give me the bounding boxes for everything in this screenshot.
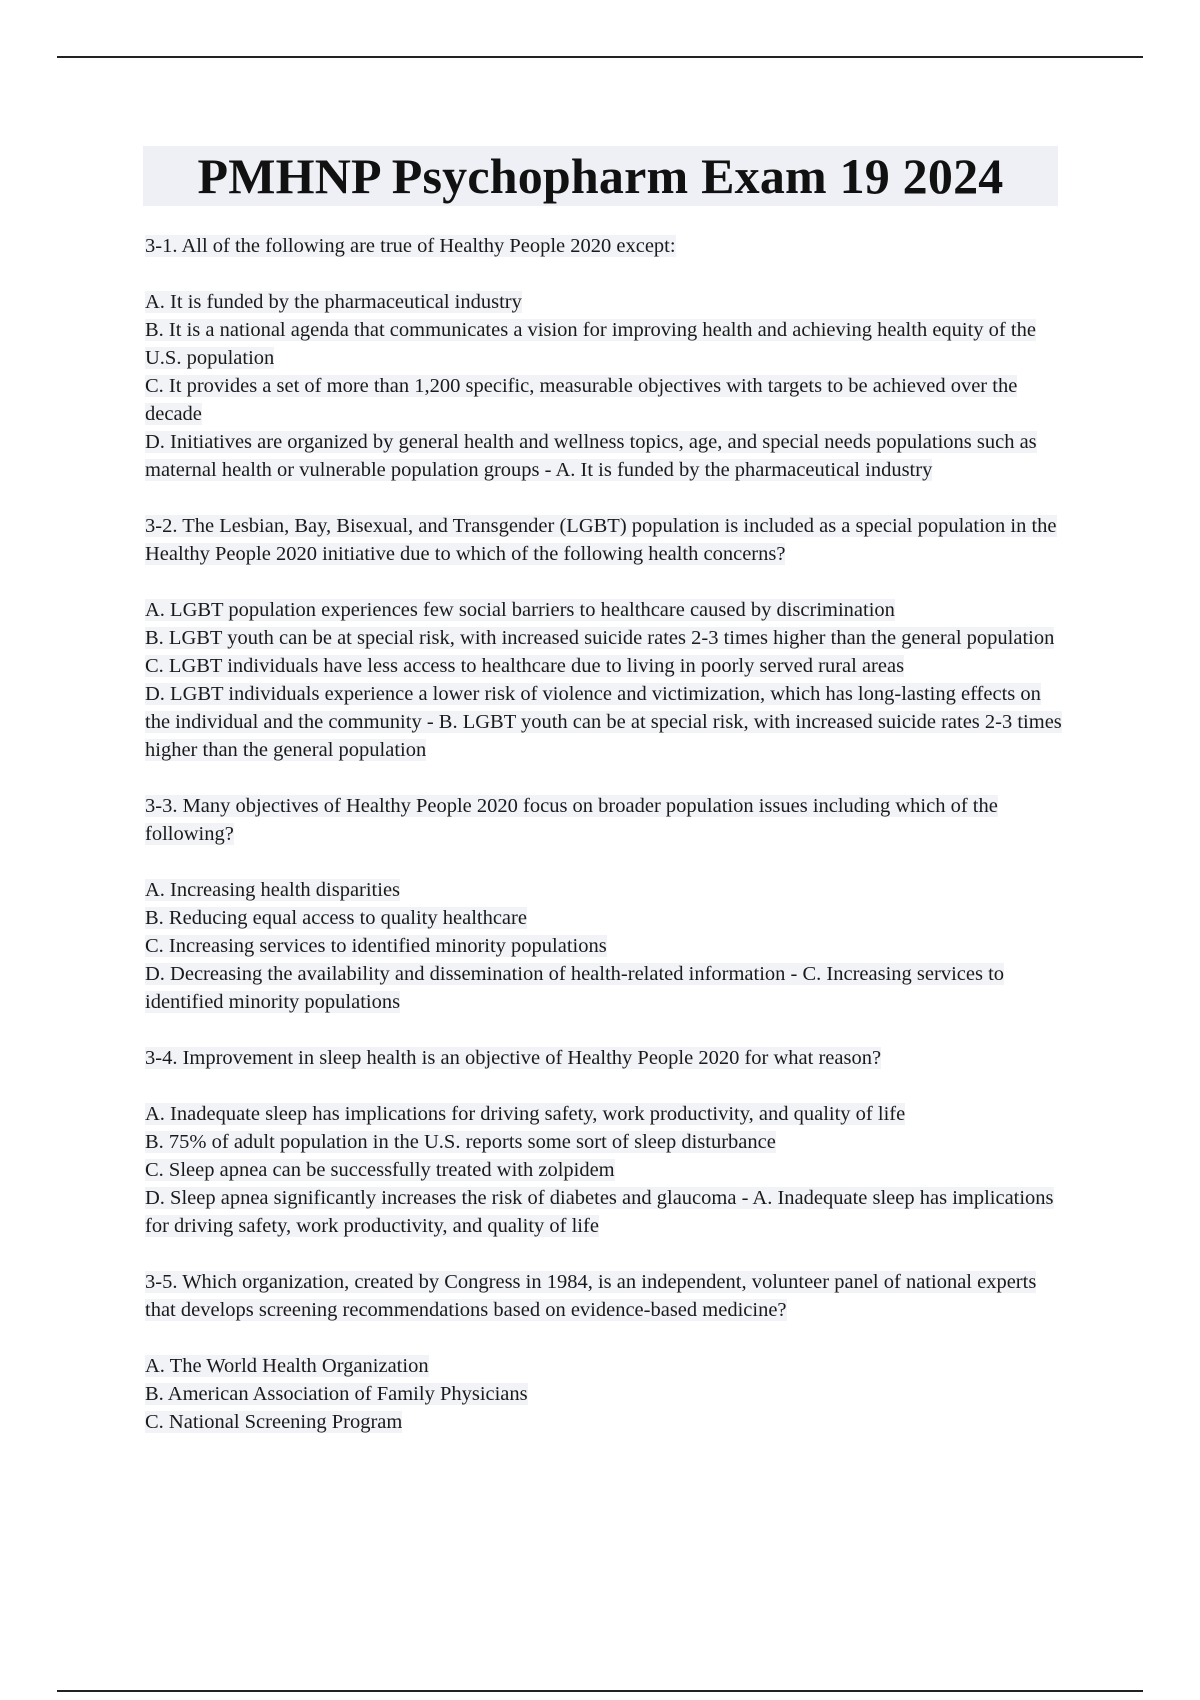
bottom-rule (57, 1690, 1143, 1692)
question-block (145, 792, 1065, 1016)
option-item: D. Decreasing the availability and dissemination of health-related information - C. Increasing services to identified minority populations (145, 963, 1005, 1013)
option-item: B. LGBT youth can be at special risk, with increased suicide rates 2-3 times higher than the general population (145, 627, 1055, 649)
question-block (145, 512, 1065, 764)
option-item: D. Sleep apnea significantly increases the risk of diabetes and glaucoma - A. Inadequate sleep has implications for driving safety, work productivity, and quality of life (145, 1187, 1054, 1237)
option-item: C. National Screening Program (145, 1411, 403, 1433)
question-stem: 3-3. Many objectives of Healthy People 2020 focus on broader population issues including which of the following? (145, 795, 998, 845)
option-item: B. American Association of Family Physicians (145, 1383, 528, 1405)
option-list (145, 288, 1065, 484)
option-item: C. Increasing services to identified minority populations (145, 935, 607, 957)
question-block (145, 1268, 1065, 1436)
document-body (145, 232, 1065, 1464)
question-stem: 3-1. All of the following are true of Healthy People 2020 except: (145, 235, 676, 257)
option-item: A. Inadequate sleep has implications for driving safety, work productivity, and quality of life (145, 1103, 906, 1125)
option-item: C. Sleep apnea can be successfully treated with zolpidem (145, 1159, 615, 1181)
option-list (145, 596, 1065, 764)
question-stem: 3-4. Improvement in sleep health is an objective of Healthy People 2020 for what reason? (145, 1047, 882, 1069)
page-title: PMHNP Psychopharm Exam 19 2024 (197, 148, 1004, 204)
option-item: A. LGBT population experiences few social barriers to healthcare caused by discrimination (145, 599, 895, 621)
option-item: A. The World Health Organization (145, 1355, 429, 1377)
option-item: D. LGBT individuals experience a lower risk of violence and victimization, which has long-lasting effects on the individual and the community - B. LGBT youth can be at special risk, with increased suicide rates 2-3 times higher than the general population (145, 683, 1062, 761)
option-item: C. It provides a set of more than 1,200 specific, measurable objectives with targets to be achieved over the decade (145, 375, 1018, 425)
option-item: B. Reducing equal access to quality healthcare (145, 907, 527, 929)
option-item: B. 75% of adult population in the U.S. reports some sort of sleep disturbance (145, 1131, 776, 1153)
question-stem: 3-2. The Lesbian, Bay, Bisexual, and Transgender (LGBT) population is included as a special population in the Healthy People 2020 initiative due to which of the following health concerns? (145, 515, 1057, 565)
question-block (145, 232, 1065, 484)
option-item: B. It is a national agenda that communicates a vision for improving health and achieving health equity of the U.S. population (145, 319, 1036, 369)
option-item: A. Increasing health disparities (145, 879, 401, 901)
top-rule (57, 56, 1143, 58)
option-list (145, 1100, 1065, 1240)
option-item: A. It is funded by the pharmaceutical industry (145, 291, 522, 313)
option-item: D. Initiatives are organized by general health and wellness topics, age, and special needs populations such as maternal health or vulnerable population groups - A. It is funded by the pharmaceutical industry (145, 431, 1037, 481)
title-band (143, 146, 1058, 206)
question-stem: 3-5. Which organization, created by Congress in 1984, is an independent, volunteer panel of national experts that develops screening recommendations based on evidence-based medicine? (145, 1271, 1037, 1321)
option-item: C. LGBT individuals have less access to healthcare due to living in poorly served rural areas (145, 655, 905, 677)
option-list (145, 1352, 1065, 1436)
option-list (145, 876, 1065, 1016)
question-block (145, 1044, 1065, 1240)
